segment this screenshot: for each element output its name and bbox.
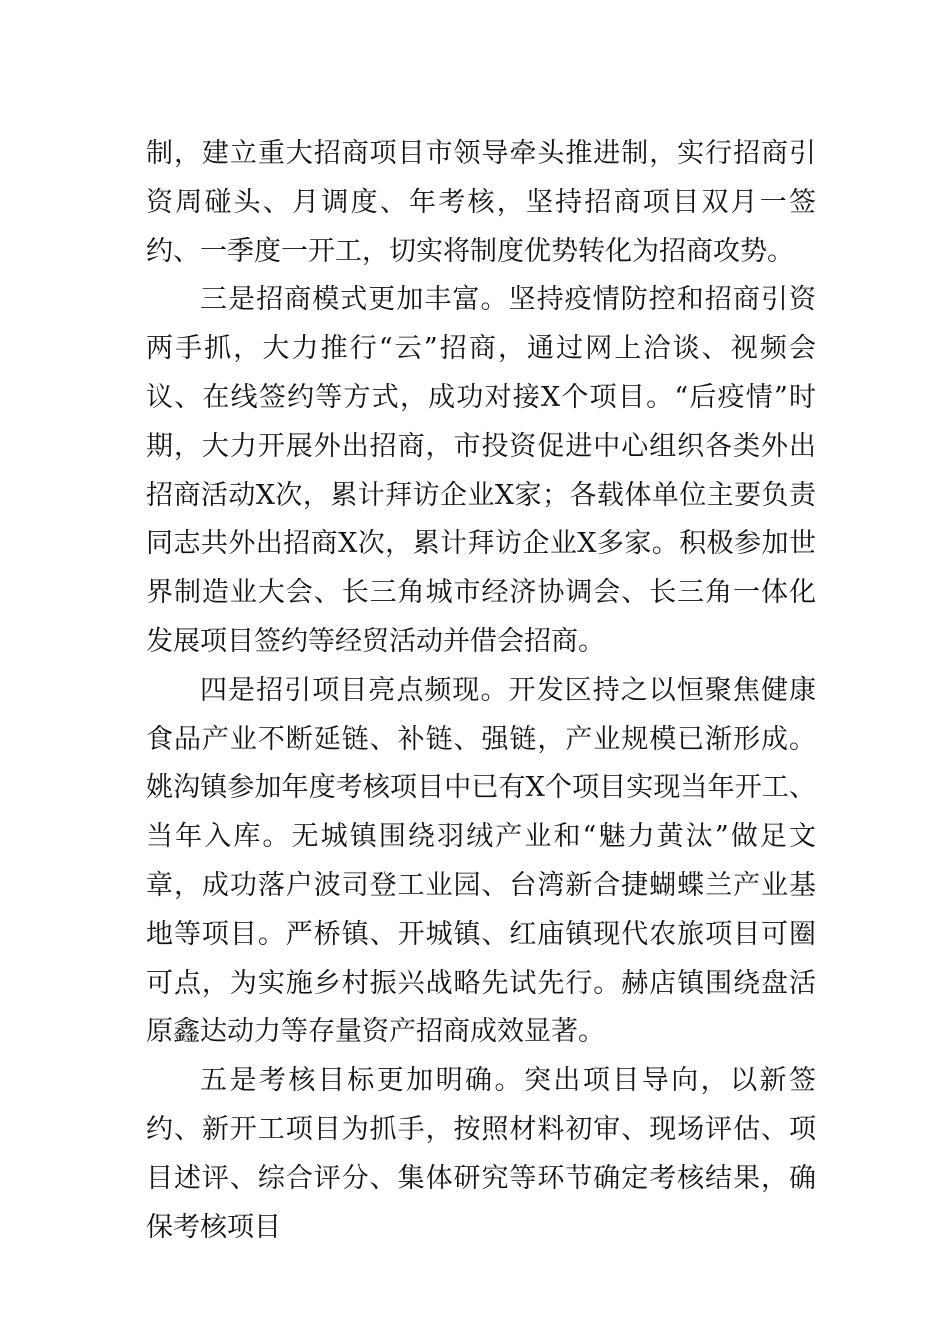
paragraph-project-highlights: 四是招引项目亮点频现。开发区持之以恒聚焦健康食品产业不断延链、补链、强链，产业规模已渐形成。姚沟镇参加年度考核项目中已有X个项目实现当年开工、当年入库。无城镇围绕羽绒产业和“魅力黄汰”做足文章，成功落户波司登工业园、台湾新合捷蝴蝶兰产业基地等项目。严桥镇、开城镇、红庙镇现代农旅项目可圈可点，为实施乡村振兴战略先试先行。赫店镇围绕盘活原鑫达动力等存量资产招商成效显著。: [146, 674, 816, 1048]
paragraph-assessment-goals: 五是考核目标更加明确。突出项目导向，以新签约、新开工项目为抓手，按照材料初审、现场评估、项目述评、综合评分、集体研究等环节确定考核结果，确保考核项目: [146, 1065, 816, 1243]
paragraph-continuation: 制，建立重大招商项目市领导牵头推进制，实行招商引资周碰头、月调度、年考核，坚持招商项目双月一签约、一季度一开工，切实将制度优势转化为招商攻势。: [146, 138, 816, 267]
document-body: [146, 130, 816, 1252]
paragraph-investment-mode: 三是招商模式更加丰富。坚持疫情防控和招商引资两手抓，大力推行“云”招商，通过网上洽谈、视频会议、在线签约等方式，成功对接X个项目。“后疫情”时期，大力开展外出招商，市投资促进中心组织各类外出招商活动X次，累计拜访企业X家；各载体单位主要负责同志共外出招商X次，累计拜访企业X多家。积极参加世界制造业大会、长三角城市经济协调会、长三角一体化发展项目签约等经贸活动并借会招商。: [146, 284, 816, 657]
